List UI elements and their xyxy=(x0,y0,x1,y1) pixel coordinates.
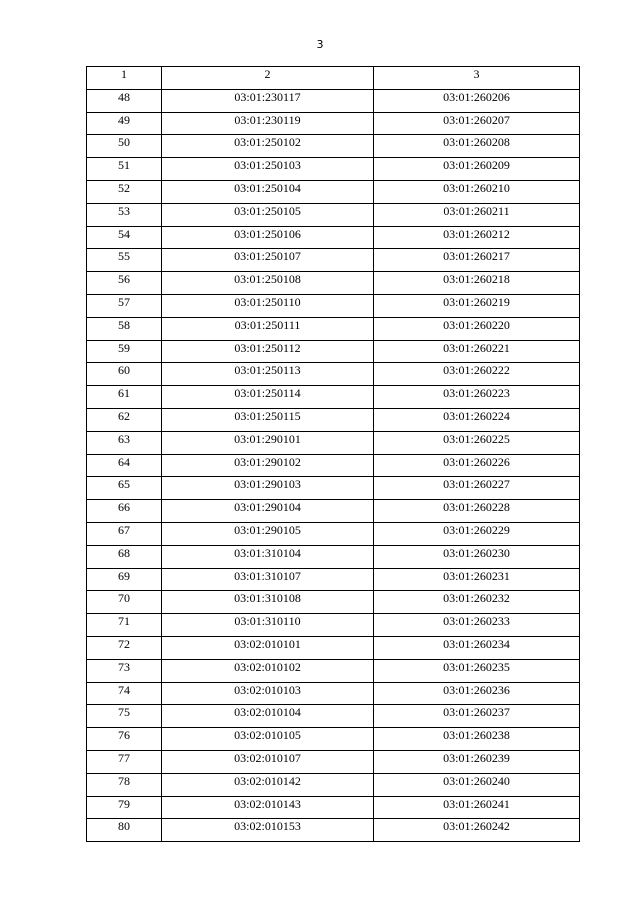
table-row xyxy=(87,317,580,340)
code-cell-col2: 03:01:230117 xyxy=(162,89,374,112)
code-cell-col3: 03:01:260226 xyxy=(374,454,580,477)
table-row xyxy=(87,705,580,728)
row-number-cell: 60 xyxy=(87,363,162,386)
table-row xyxy=(87,112,580,135)
table-row xyxy=(87,203,580,226)
code-cell-col2: 03:01:310104 xyxy=(162,545,374,568)
row-number-cell: 58 xyxy=(87,317,162,340)
code-cell-col2: 03:02:010142 xyxy=(162,773,374,796)
row-number-cell: 63 xyxy=(87,431,162,454)
table-row xyxy=(87,773,580,796)
code-cell-col2: 03:02:010153 xyxy=(162,819,374,842)
row-number-cell: 72 xyxy=(87,636,162,659)
table-row xyxy=(87,454,580,477)
code-cell-col2: 03:01:290104 xyxy=(162,500,374,523)
code-cell-col2: 03:01:250112 xyxy=(162,340,374,363)
code-cell-col2: 03:01:290102 xyxy=(162,454,374,477)
table-row xyxy=(87,750,580,773)
code-cell-col3: 03:01:260232 xyxy=(374,591,580,614)
table-row xyxy=(87,340,580,363)
code-cell-col3: 03:01:260228 xyxy=(374,500,580,523)
code-cell-col2: 03:01:250110 xyxy=(162,294,374,317)
code-cell-col3: 03:01:260242 xyxy=(374,819,580,842)
code-cell-col3: 03:01:260233 xyxy=(374,614,580,637)
row-number-cell: 70 xyxy=(87,591,162,614)
code-cell-col3: 03:01:260234 xyxy=(374,636,580,659)
code-cell-col3: 03:01:260240 xyxy=(374,773,580,796)
code-cell-col3: 03:01:260225 xyxy=(374,431,580,454)
table-row xyxy=(87,682,580,705)
table-row xyxy=(87,180,580,203)
code-cell-col2: 03:01:250106 xyxy=(162,226,374,249)
row-number-cell: 74 xyxy=(87,682,162,705)
code-cell-col3: 03:01:260206 xyxy=(374,89,580,112)
code-cell-col2: 03:02:010107 xyxy=(162,750,374,773)
table-row xyxy=(87,568,580,591)
code-cell-col3: 03:01:260208 xyxy=(374,135,580,158)
table-row xyxy=(87,408,580,431)
table-row xyxy=(87,386,580,409)
code-cell-col3: 03:01:260212 xyxy=(374,226,580,249)
row-number-cell: 55 xyxy=(87,249,162,272)
row-number-cell: 56 xyxy=(87,272,162,295)
code-cell-col3: 03:01:260210 xyxy=(374,180,580,203)
table-row xyxy=(87,500,580,523)
code-cell-col2: 03:01:290105 xyxy=(162,522,374,545)
code-cell-col3: 03:01:260217 xyxy=(374,249,580,272)
table-row xyxy=(87,728,580,751)
code-cell-col3: 03:01:260239 xyxy=(374,750,580,773)
code-cell-col2: 03:02:010143 xyxy=(162,796,374,819)
code-cell-col3: 03:01:260231 xyxy=(374,568,580,591)
code-cell-col2: 03:01:290103 xyxy=(162,477,374,500)
code-cell-col3: 03:01:260224 xyxy=(374,408,580,431)
row-number-cell: 59 xyxy=(87,340,162,363)
code-cell-col2: 03:01:250105 xyxy=(162,203,374,226)
row-number-cell: 76 xyxy=(87,728,162,751)
code-cell-col2: 03:01:250108 xyxy=(162,272,374,295)
code-cell-col2: 03:02:010104 xyxy=(162,705,374,728)
code-cell-col3: 03:01:260237 xyxy=(374,705,580,728)
row-number-cell: 71 xyxy=(87,614,162,637)
column-header-2: 2 xyxy=(162,67,374,90)
code-cell-col3: 03:01:260229 xyxy=(374,522,580,545)
row-number-cell: 69 xyxy=(87,568,162,591)
row-number-cell: 75 xyxy=(87,705,162,728)
code-cell-col2: 03:01:310107 xyxy=(162,568,374,591)
code-cell-col2: 03:02:010105 xyxy=(162,728,374,751)
code-cell-col3: 03:01:260222 xyxy=(374,363,580,386)
row-number-cell: 54 xyxy=(87,226,162,249)
code-cell-col2: 03:01:250104 xyxy=(162,180,374,203)
code-cell-col2: 03:01:250113 xyxy=(162,363,374,386)
code-cell-col3: 03:01:260207 xyxy=(374,112,580,135)
code-cell-col2: 03:01:230119 xyxy=(162,112,374,135)
column-header-3: 3 xyxy=(374,67,580,90)
code-cell-col2: 03:01:250103 xyxy=(162,158,374,181)
code-cell-col3: 03:01:260241 xyxy=(374,796,580,819)
row-number-cell: 78 xyxy=(87,773,162,796)
code-cell-col2: 03:01:250102 xyxy=(162,135,374,158)
row-number-cell: 67 xyxy=(87,522,162,545)
table-row xyxy=(87,158,580,181)
code-cell-col2: 03:02:010101 xyxy=(162,636,374,659)
table-row xyxy=(87,226,580,249)
table-row xyxy=(87,249,580,272)
row-number-cell: 62 xyxy=(87,408,162,431)
code-cell-col2: 03:01:310108 xyxy=(162,591,374,614)
table-row xyxy=(87,89,580,112)
page-number: 3 xyxy=(316,38,324,51)
row-number-cell: 65 xyxy=(87,477,162,500)
code-cell-col3: 03:01:260223 xyxy=(374,386,580,409)
table-row xyxy=(87,819,580,842)
code-cell-col2: 03:01:250107 xyxy=(162,249,374,272)
data-table xyxy=(86,66,580,842)
row-number-cell: 77 xyxy=(87,750,162,773)
table-row xyxy=(87,431,580,454)
code-cell-col3: 03:01:260211 xyxy=(374,203,580,226)
code-cell-col3: 03:01:260227 xyxy=(374,477,580,500)
row-number-cell: 73 xyxy=(87,659,162,682)
row-number-cell: 61 xyxy=(87,386,162,409)
table-row xyxy=(87,591,580,614)
code-cell-col3: 03:01:260220 xyxy=(374,317,580,340)
column-header-1: 1 xyxy=(87,67,162,90)
code-cell-col3: 03:01:260230 xyxy=(374,545,580,568)
code-cell-col2: 03:01:250115 xyxy=(162,408,374,431)
code-cell-col2: 03:02:010102 xyxy=(162,659,374,682)
table-row xyxy=(87,477,580,500)
table-row xyxy=(87,272,580,295)
row-number-cell: 51 xyxy=(87,158,162,181)
row-number-cell: 57 xyxy=(87,294,162,317)
row-number-cell: 80 xyxy=(87,819,162,842)
code-cell-col3: 03:01:260218 xyxy=(374,272,580,295)
table-header-row xyxy=(87,67,580,90)
row-number-cell: 49 xyxy=(87,112,162,135)
row-number-cell: 79 xyxy=(87,796,162,819)
table-row xyxy=(87,135,580,158)
table-row xyxy=(87,294,580,317)
row-number-cell: 66 xyxy=(87,500,162,523)
table-row xyxy=(87,659,580,682)
code-cell-col2: 03:01:310110 xyxy=(162,614,374,637)
row-number-cell: 52 xyxy=(87,180,162,203)
table-row xyxy=(87,636,580,659)
code-cell-col3: 03:01:260235 xyxy=(374,659,580,682)
table-row xyxy=(87,522,580,545)
code-cell-col3: 03:01:260221 xyxy=(374,340,580,363)
code-cell-col2: 03:01:290101 xyxy=(162,431,374,454)
row-number-cell: 68 xyxy=(87,545,162,568)
table-row xyxy=(87,614,580,637)
table-row xyxy=(87,796,580,819)
row-number-cell: 64 xyxy=(87,454,162,477)
code-cell-col2: 03:01:250111 xyxy=(162,317,374,340)
row-number-cell: 53 xyxy=(87,203,162,226)
table-row xyxy=(87,545,580,568)
code-cell-col2: 03:01:250114 xyxy=(162,386,374,409)
row-number-cell: 50 xyxy=(87,135,162,158)
table-row xyxy=(87,363,580,386)
row-number-cell: 48 xyxy=(87,89,162,112)
code-cell-col3: 03:01:260236 xyxy=(374,682,580,705)
code-cell-col3: 03:01:260219 xyxy=(374,294,580,317)
code-cell-col3: 03:01:260238 xyxy=(374,728,580,751)
code-cell-col2: 03:02:010103 xyxy=(162,682,374,705)
table-body xyxy=(87,89,580,841)
code-cell-col3: 03:01:260209 xyxy=(374,158,580,181)
